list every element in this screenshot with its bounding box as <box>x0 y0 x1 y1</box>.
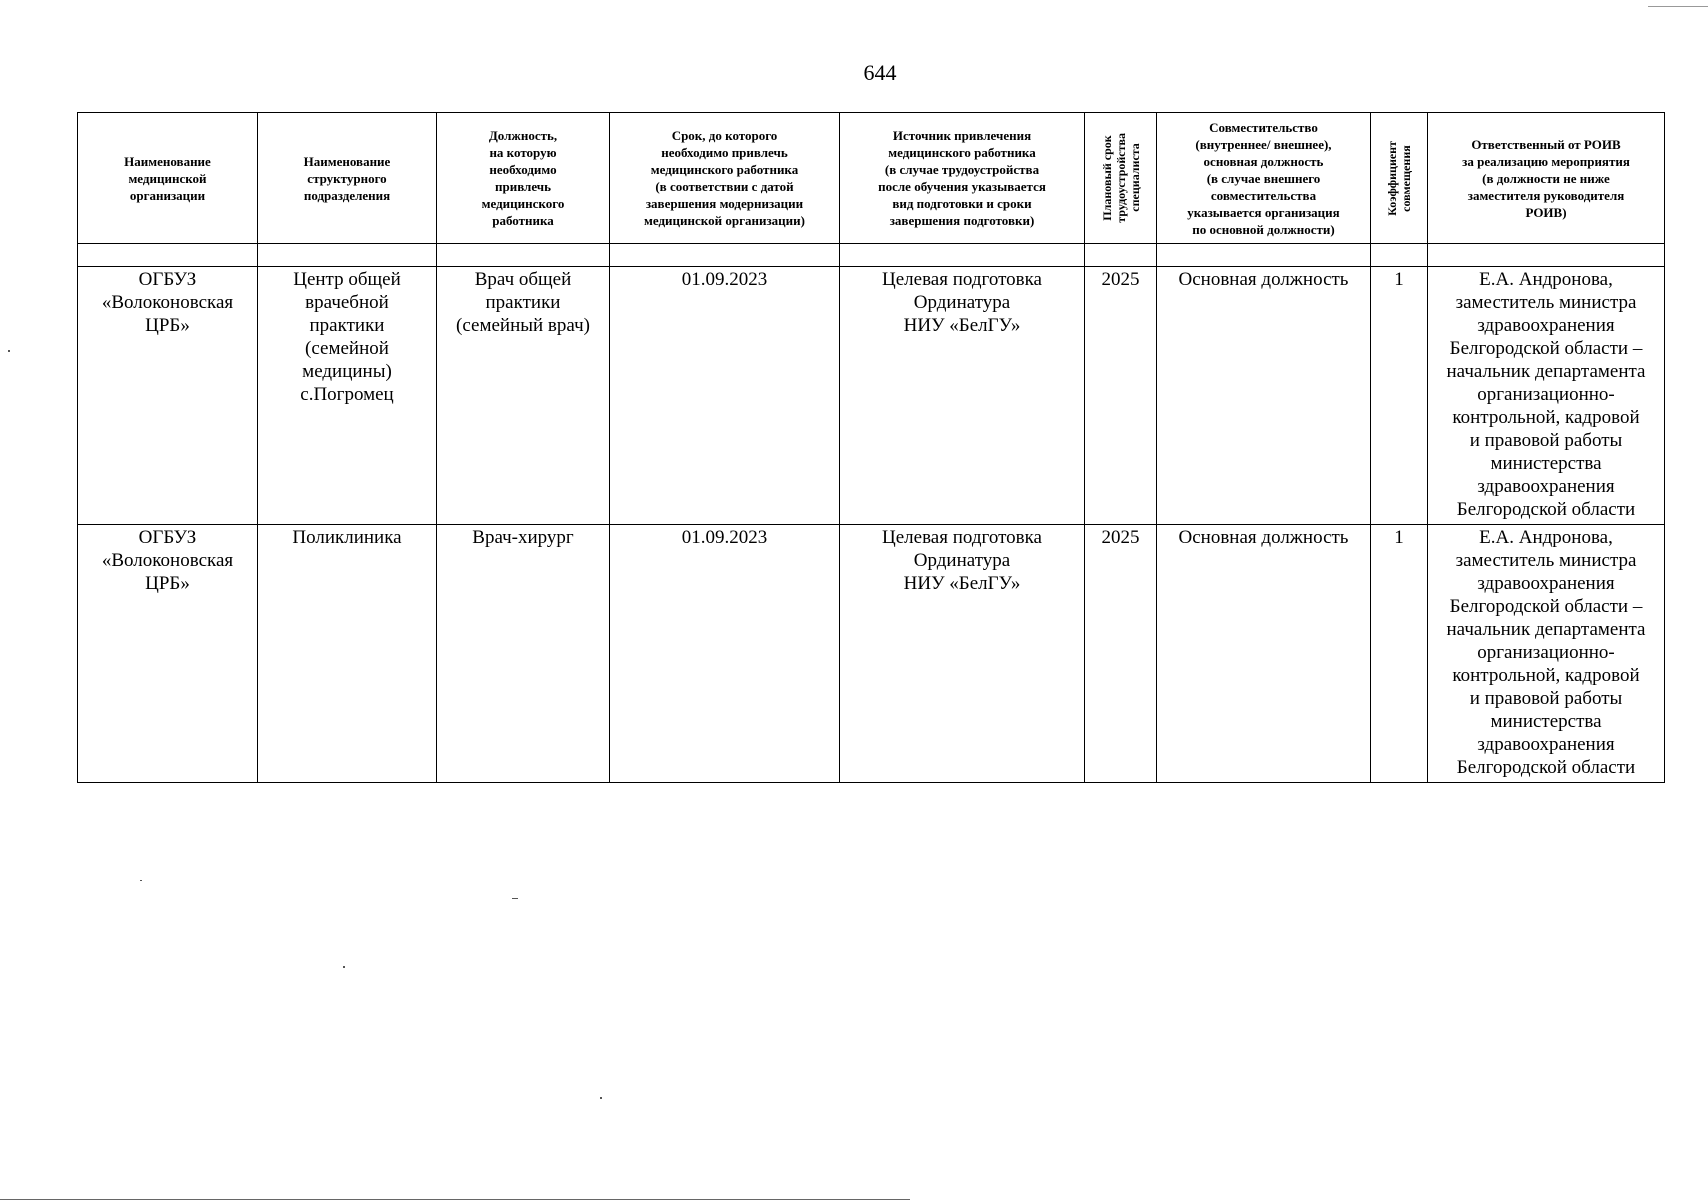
spacer-row <box>78 244 1665 267</box>
header-planned-year <box>1085 113 1157 244</box>
scan-line-top-right <box>1648 6 1708 7</box>
spacer-cell <box>1371 244 1428 267</box>
spacer-cell <box>258 244 437 267</box>
header-combination: Совместительство (внутреннее/ внешнее), основная должность (в случае внешнего совместительства указывается организация по основной должности) <box>1157 113 1371 244</box>
cell-department: Поликлиника <box>258 525 437 783</box>
spacer-cell <box>610 244 840 267</box>
header-responsible: Ответственный от РОИВ за реализацию мероприятия (в должности не ниже заместителя руководителя РОИВ) <box>1428 113 1665 244</box>
cell-combination: Основная должность <box>1157 267 1371 525</box>
cell-position: Врач-хирург <box>437 525 610 783</box>
scan-dot <box>8 350 10 352</box>
scan-dot <box>140 880 142 881</box>
scan-dot <box>512 898 518 899</box>
spacer-cell <box>1428 244 1665 267</box>
page-number: 644 <box>863 60 897 85</box>
staffing-table <box>77 112 1665 783</box>
cell-position: Врач общей практики (семейный врач) <box>437 267 610 525</box>
spacer-cell <box>437 244 610 267</box>
cell-deadline: 01.09.2023 <box>610 267 840 525</box>
cell-organization: ОГБУЗ «Волоконовская ЦРБ» <box>78 267 258 525</box>
table-row <box>78 267 1665 525</box>
header-position: Должность, на которую необходимо привлечь медицинского работника <box>437 113 610 244</box>
spacer-cell <box>78 244 258 267</box>
table-header-row <box>78 113 1665 244</box>
cell-deadline: 01.09.2023 <box>610 525 840 783</box>
header-organization: Наименование медицинской организации <box>78 113 258 244</box>
cell-planned-year: 2025 <box>1085 267 1157 525</box>
cell-source: Целевая подготовка Ординатура НИУ «БелГУ» <box>840 525 1085 783</box>
cell-organization: ОГБУЗ «Волоконовская ЦРБ» <box>78 525 258 783</box>
header-coefficient <box>1371 113 1428 244</box>
scan-dot <box>600 1097 602 1099</box>
cell-coefficient: 1 <box>1371 525 1428 783</box>
table-row <box>78 525 1665 783</box>
cell-combination: Основная должность <box>1157 525 1371 783</box>
spacer-cell <box>1085 244 1157 267</box>
header-source: Источник привлечения медицинского работника (в случае трудоустройства после обучения указывается вид подготовки и сроки завершения подготовки) <box>840 113 1085 244</box>
cell-planned-year: 2025 <box>1085 525 1157 783</box>
spacer-cell <box>840 244 1085 267</box>
header-deadline: Срок, до которого необходимо привлечь медицинского работника (в соответствии с датой завершения модернизации медицинской организации) <box>610 113 840 244</box>
header-coefficient-text: Коэффициент совмещения <box>1385 140 1413 216</box>
spacer-cell <box>1157 244 1371 267</box>
header-department: Наименование структурного подразделения <box>258 113 437 244</box>
cell-coefficient: 1 <box>1371 267 1428 525</box>
cell-responsible: Е.А. Андронова, заместитель министра здравоохранения Белгородской области – начальник департамента организационно- контрольной, кадровой и правовой работы министерства здравоохранения Белгородской области <box>1428 267 1665 525</box>
scan-dot <box>343 966 345 968</box>
cell-source: Целевая подготовка Ординатура НИУ «БелГУ» <box>840 267 1085 525</box>
cell-responsible: Е.А. Андронова, заместитель министра здравоохранения Белгородской области – начальник департамента организационно- контрольной, кадровой и правовой работы министерства здравоохранения Белгородской области <box>1428 525 1665 783</box>
header-planned-year-text: Плановый срок трудоустройства специалиста <box>1099 133 1142 223</box>
cell-department: Центр общей врачебной практики (семейной медицины) с.Погромец <box>258 267 437 525</box>
